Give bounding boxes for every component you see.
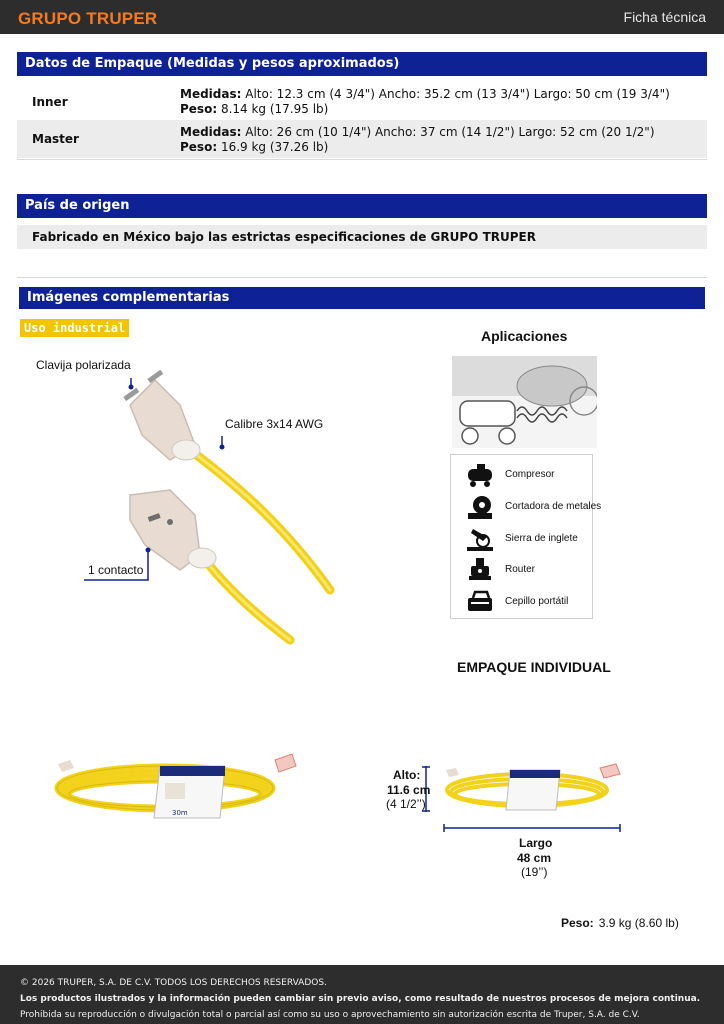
footer: [0, 965, 724, 1024]
height-cm: 11.6 cm: [387, 783, 431, 797]
gauge-callout: Calibre 3x14 AWG: [225, 417, 324, 431]
footer-copyright: © 2026 TRUPER, S.A. DE C.V. TODOS LOS DERECHOS RESERVADOS.: [20, 978, 327, 988]
truper-logo: GRUPO TRUPER: [18, 9, 158, 28]
packaging-divider: [17, 159, 707, 160]
length-in: (19’’): [521, 865, 548, 879]
height-label: Alto:: [393, 768, 421, 782]
polarized-plug: [123, 370, 200, 460]
package-title: EMPAQUE INDIVIDUAL: [457, 659, 611, 675]
industrial-use-badge: Uso industrial: [20, 319, 129, 337]
coiled-cord-with-dimensions: [440, 760, 625, 832]
packaging-row-details: Medidas: Alto: 26 cm (10 1/4") Ancho: 37 cm (14 1/2") Largo: 52 cm (20 1/2") Peso: 16.9 kg (37.26 lb): [180, 125, 655, 154]
packaging-row-master: [17, 120, 707, 158]
application-item: Router: [461, 556, 591, 584]
length-label: Largo: [519, 836, 553, 850]
packaging-row-label: Inner: [32, 95, 68, 109]
router-icon: [465, 556, 495, 584]
origin-section-title: País de origen: [17, 194, 707, 218]
coiled-cord-photo: [50, 748, 300, 820]
length-cm: 48 cm: [517, 851, 552, 865]
outlet-connector: [130, 490, 216, 570]
plug-callout: Clavija polarizada: [36, 358, 131, 372]
package-weight: Peso: 3.9 kg (8.60 lb): [561, 916, 679, 930]
packaging-section-title: Datos de Empaque (Medidas y pesos aproximados): [17, 52, 707, 76]
extension-cord-illustration: [30, 350, 350, 650]
origin-row: [17, 225, 707, 249]
packaging-row-details: Medidas: Alto: 12.3 cm (4 3/4") Ancho: 35.2 cm (13 3/4") Largo: 50 cm (19 3/4") Peso: 8.14 kg (17.95 lb): [180, 87, 670, 116]
document-type: Ficha técnica: [623, 9, 706, 25]
origin-text: Fabricado en México bajo las estrictas especificaciones de GRUPO TRUPER: [32, 230, 536, 244]
metal-cutter-icon: [465, 493, 495, 521]
origin-divider: [17, 277, 707, 278]
application-scene-illustration: [452, 356, 597, 448]
application-item: Sierra de inglete: [461, 525, 591, 553]
miter-saw-icon: [465, 525, 495, 553]
height-in: (4 1/2’’): [386, 797, 426, 811]
application-item: Compresor: [461, 461, 591, 489]
applications-title: Aplicaciones: [481, 328, 568, 344]
application-item: Cortadora de metales: [461, 493, 591, 521]
footer-legal: Prohibida su reproducción o divulgación total o parcial así como su uso o aprovechamiento sin autorización escrita de Truper, S.A. de C.V.: [20, 1010, 640, 1020]
packaging-row-label: Master: [32, 132, 79, 146]
compressor-icon: [465, 461, 495, 489]
packaging-row-inner: [17, 82, 707, 120]
planer-icon: [465, 588, 495, 616]
footer-notice: Los productos ilustrados y la información pueden cambiar sin previo aviso, como resultado de nuestros procesos de mejora continua.: [20, 994, 701, 1004]
top-bar: [0, 0, 724, 34]
applications-list: [450, 454, 602, 619]
application-item: Cepillo portátil: [461, 588, 591, 616]
outlet-callout: 1 contacto: [88, 563, 144, 577]
images-section-title: Imágenes complementarias: [19, 287, 705, 309]
tag-length: 30m: [172, 809, 188, 817]
